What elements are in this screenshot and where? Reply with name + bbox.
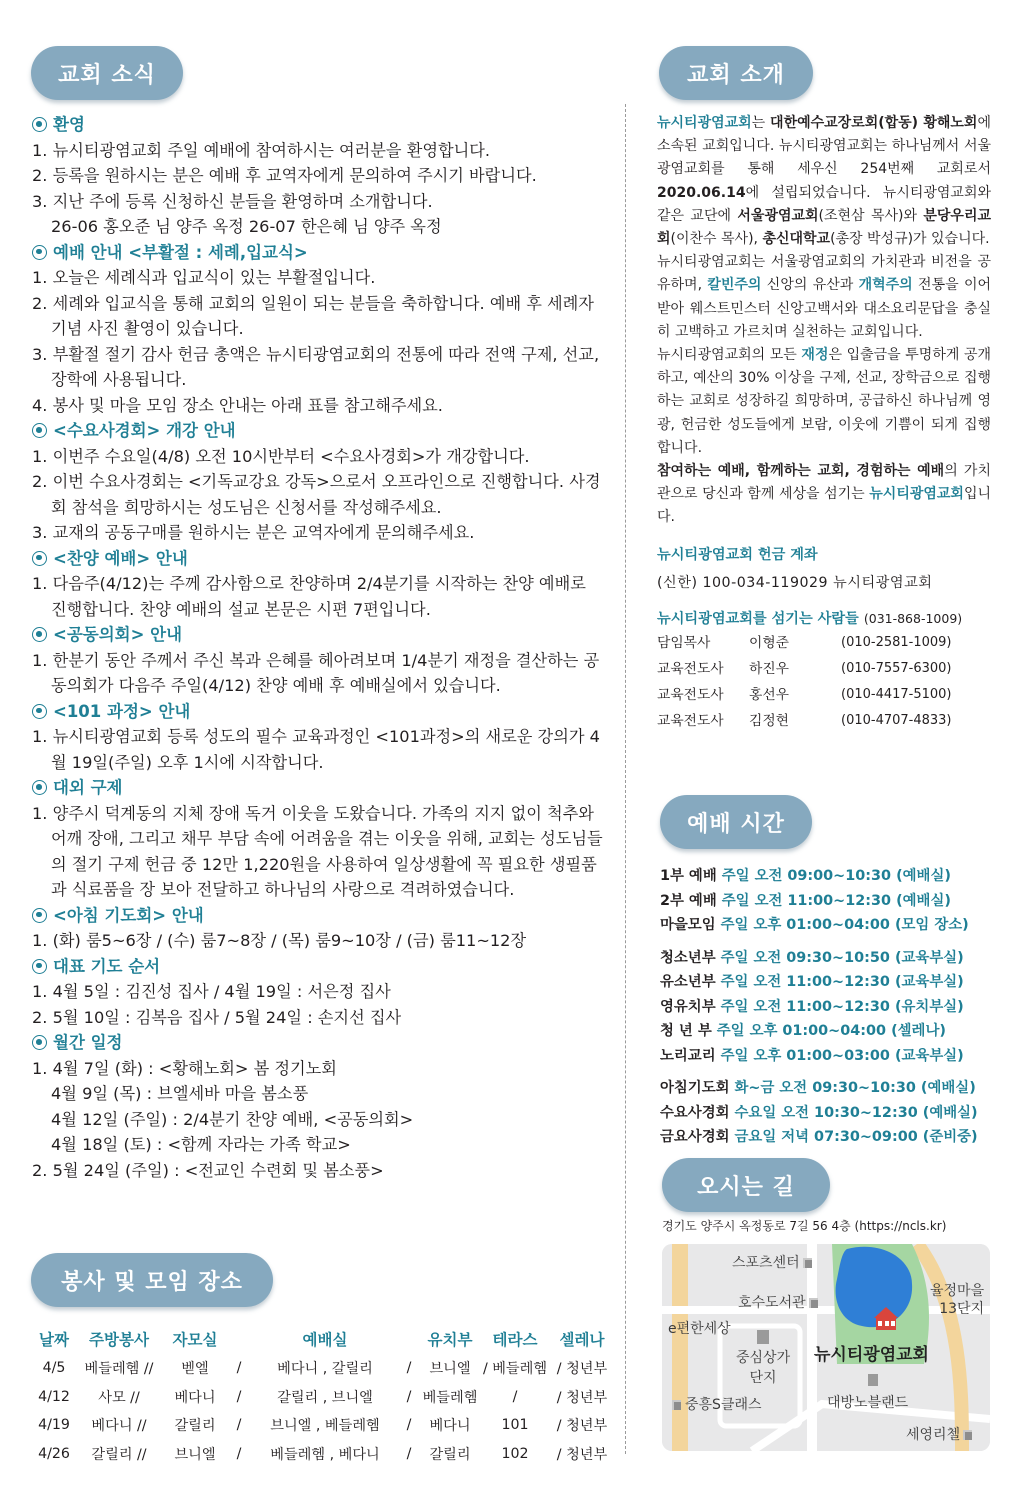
staff-row bbox=[657, 682, 991, 708]
worship-time: 주일 오전 09:30~10:50 bbox=[720, 949, 890, 966]
section-title: 환영 bbox=[53, 115, 85, 134]
schedule-cell: / 청년부 bbox=[556, 1389, 608, 1406]
worship-name: 금요사경회 bbox=[660, 1129, 730, 1145]
worship-row bbox=[660, 1019, 996, 1044]
worship-place: (유치부실) bbox=[894, 998, 964, 1015]
service-title: 봉사 및 모임 장소 bbox=[61, 1269, 243, 1295]
schedule-row bbox=[32, 1383, 616, 1412]
staff-role: 담임목사 bbox=[657, 634, 711, 651]
intro-text: 칼빈주의 bbox=[707, 277, 762, 294]
section-heading bbox=[32, 699, 606, 725]
section-title: <수요사경회> 개강 안내 bbox=[53, 421, 236, 440]
section-heading bbox=[32, 903, 606, 929]
staff-name: 이형준 bbox=[749, 634, 789, 651]
worship-row bbox=[660, 970, 996, 995]
news-item: 2. 등록을 원하시는 분은 예배 후 교역자에게 문의하여 주시기 바랍니다. bbox=[32, 166, 537, 185]
intro-text: 는 bbox=[751, 115, 771, 131]
col-date: 날짜 bbox=[39, 1331, 69, 1349]
worship-name: 수요사경회 bbox=[660, 1104, 730, 1121]
worship-place: (교육부실) bbox=[894, 949, 964, 966]
worship-row bbox=[660, 1125, 996, 1150]
section-heading bbox=[32, 954, 606, 980]
schedule-cell: / bbox=[406, 1417, 412, 1434]
worship-name: 2부 예배 bbox=[660, 892, 717, 909]
schedule-cell: 사모 // bbox=[98, 1389, 140, 1406]
news-item: 1. 오늘은 세례식과 입교식이 있는 부활절입니다. bbox=[32, 268, 376, 287]
section-title: 예배 안내 <부활절 : 세례,입교식> bbox=[53, 242, 308, 262]
staff-name: 김정현 bbox=[749, 712, 789, 729]
intro-text: 의 가치관으로 당신과 함께 세상을 섬기는 bbox=[657, 463, 991, 503]
schedule-cell: / bbox=[406, 1360, 412, 1377]
intro-text: 뉴시티광염교회의 모든 bbox=[657, 347, 802, 364]
worship-time: 화~금 오전 09:30~10:30 bbox=[734, 1080, 916, 1096]
schedule-cell: 베다니 bbox=[174, 1389, 216, 1406]
schedule-cell: 브니엘 bbox=[174, 1446, 216, 1463]
section-title: <101 과정> 안내 bbox=[53, 701, 191, 721]
worship-time: 주일 오후 01:00~04:00 bbox=[716, 1023, 887, 1039]
schedule-body bbox=[32, 1354, 616, 1468]
worship-time: 주일 오후 01:00~03:00 bbox=[720, 1047, 890, 1064]
schedule-cell: 벧엘 bbox=[181, 1361, 209, 1378]
section-heading bbox=[32, 622, 606, 648]
worship-time: 주일 오전 11:00~12:30 bbox=[721, 892, 892, 909]
intro-text: (총장 박성규)가 있습니다. bbox=[830, 231, 990, 248]
section-heading bbox=[32, 112, 606, 138]
worship-row bbox=[660, 889, 996, 914]
schedule-header-row bbox=[32, 1324, 616, 1354]
staff-phone: (010-2581-1009) bbox=[841, 634, 952, 650]
worship-place: (교육부실) bbox=[894, 1047, 964, 1064]
worship-row bbox=[660, 995, 996, 1020]
news-item: 1. 4월 7일 (화) : <황해노회> 봄 정기노회 bbox=[32, 1058, 337, 1078]
schedule-cell: 갈릴리 , 브니엘 bbox=[277, 1389, 373, 1406]
intro-paragraph-2 bbox=[657, 251, 991, 344]
circle-bullet-icon bbox=[32, 959, 47, 974]
news-title: 교회 소식 bbox=[58, 62, 156, 88]
circle-bullet-icon bbox=[32, 780, 47, 795]
worship-time: 주일 오전 09:00~10:30 bbox=[721, 868, 892, 884]
news-item: 2. 5월 10일 : 김복음 집사 / 5월 24일 : 손지선 집사 bbox=[32, 1007, 402, 1027]
worship-place: (준비중) bbox=[922, 1129, 978, 1145]
news-item: 3. 지난 주에 등록 신청하신 분들을 환영하며 소개합니다. bbox=[32, 191, 433, 211]
intro-text: 뉴시티광염교회 bbox=[869, 486, 964, 503]
intro-text: 개혁주의 bbox=[858, 277, 913, 294]
section-heading bbox=[32, 240, 606, 266]
worship-time: 주일 오전 11:00~12:30 bbox=[720, 998, 890, 1015]
location-map bbox=[662, 1244, 990, 1451]
circle-bullet-icon bbox=[32, 1035, 47, 1050]
schedule-cell: / 청년부 bbox=[556, 1361, 608, 1378]
section-title: <찬양 예배> 안내 bbox=[53, 548, 188, 568]
section-heading bbox=[32, 1030, 606, 1056]
news-item: 2. 세례와 입교식을 통해 교회의 일원이 되는 분들을 축하합니다. 예배 후 세례자 기념 사진 촬영이 있습니다. bbox=[32, 293, 594, 338]
building-icon bbox=[809, 1298, 818, 1308]
intro-text: (이찬수 목사), bbox=[670, 231, 763, 248]
news-item: 1. 4월 5일 : 김진성 집사 / 4월 19일 : 서은정 집사 bbox=[32, 982, 391, 1001]
circle-bullet-icon bbox=[32, 908, 47, 923]
schedule-cell: 브니엘 , 베들레헴 bbox=[270, 1418, 380, 1435]
worship-place: (예배실) bbox=[896, 892, 951, 909]
worship-place: (예배실) bbox=[896, 868, 951, 884]
worship-time: 수요일 오전 10:30~12:30 bbox=[734, 1104, 918, 1121]
worship-name: 청 년 부 bbox=[660, 1023, 712, 1039]
worship-place: (셀레나) bbox=[891, 1023, 946, 1039]
section-title: 대표 기도 순서 bbox=[53, 956, 161, 976]
worship-times bbox=[660, 864, 996, 1150]
intro-text: 재정 bbox=[801, 347, 829, 364]
worship-name: 마을모임 bbox=[660, 917, 716, 933]
news-title-pill bbox=[31, 46, 183, 100]
circle-bullet-icon bbox=[32, 117, 47, 132]
news-item: 1. 양주시 덕계동의 지체 장애 독거 이웃을 도왔습니다. 가족의 지지 없이 척추와 어깨 장애, 그리고 채무 부담 속에 어려움을 겪는 이웃을 위해, 교회는 성도님들의 절기 구제 헌금 중 12만 1,220원을 사용하여 일상생활에 꼭 필요한 생필품과 식료품을 장 보아 전달하고 하나님의 사랑으로 격려하였습니다. bbox=[32, 803, 603, 899]
intro-text: 대한예수교장로회(합동) 황해노회 bbox=[770, 115, 978, 131]
schedule-cell: / bbox=[236, 1360, 242, 1377]
intro-text: 에 소속된 교회입니다. 뉴시티광염교회는 하나님께서 서울광염교회를 통해 세우신 254번째 교회로서 bbox=[657, 115, 991, 178]
schedule-cell: / bbox=[236, 1445, 242, 1462]
service-schedule-table bbox=[32, 1324, 616, 1468]
schedule-cell: 4/12 bbox=[38, 1388, 70, 1405]
service-title-pill bbox=[31, 1253, 273, 1307]
map-label-church: 뉴시티광염교회 bbox=[814, 1345, 929, 1365]
church-address: 경기도 양주시 옥정동로 7길 56 4층 (https://ncls.kr) bbox=[662, 1219, 947, 1233]
intro-text: 뉴시티광염교회 bbox=[657, 115, 752, 131]
schedule-cell: 4/5 bbox=[42, 1360, 66, 1377]
staff-name: 하진우 bbox=[749, 660, 789, 677]
schedule-cell: 베들레헴 , 베다니 bbox=[270, 1446, 380, 1463]
worship-time: 금요일 저녁 07:30~09:00 bbox=[734, 1129, 918, 1145]
news-item: 2. 이번 수요사경회는 <기독교강요 강독>으로서 오프라인으로 진행합니다. 사경회 참석을 희망하시는 성도님은 신청서를 작성해주세요. bbox=[32, 472, 601, 517]
col-kitchen: 주방봉사 bbox=[89, 1331, 149, 1349]
news-item: 4. 봉사 및 마을 모임 장소 안내는 아래 표를 참고해주세요. bbox=[32, 395, 443, 415]
worship-row bbox=[660, 913, 996, 938]
schedule-cell: / 청년부 bbox=[556, 1418, 608, 1435]
schedule-cell: / bbox=[512, 1388, 518, 1405]
circle-bullet-icon bbox=[32, 627, 47, 642]
col-terrace: 테라스 bbox=[492, 1331, 538, 1349]
news-item: 26-06 홍오준 님 양주 옥정 26-07 한은혜 님 양주 옥정 bbox=[51, 217, 442, 236]
intro-title: 교회 소개 bbox=[687, 62, 785, 88]
schedule-cell: 갈릴리 bbox=[174, 1418, 216, 1435]
schedule-cell: 102 bbox=[501, 1445, 529, 1462]
circle-bullet-icon bbox=[32, 551, 47, 566]
news-item: 3. 부활절 절기 감사 헌금 총액은 뉴시티광염교회의 전통에 따라 전액 구제, 선교, 장학에 사용됩니다. bbox=[32, 344, 600, 389]
section-heading bbox=[32, 775, 606, 801]
news-item: 3. 교재의 공동구매를 원하시는 분은 교역자에게 문의해주세요. bbox=[32, 523, 475, 542]
intro-text: 분당우리교회 bbox=[657, 207, 991, 248]
intro-text: 뉴시티광염교회는 서울광염교회의 가치관과 비전을 공유하며, bbox=[657, 254, 991, 294]
staff-row bbox=[657, 656, 991, 682]
schedule-cell: 베다니 // bbox=[91, 1418, 147, 1435]
news-item: 1. 이번주 수요일(4/8) 오전 10시반부터 <수요사경회>가 개강합니다. bbox=[32, 446, 530, 466]
schedule-cell: 베들레헴 // bbox=[84, 1361, 154, 1378]
directions-title-pill bbox=[662, 1158, 830, 1212]
intro-text: 2020.06.14 bbox=[657, 184, 746, 201]
intro-paragraph-3 bbox=[657, 344, 991, 460]
church-phone: (031-868-1009) bbox=[863, 610, 963, 626]
worship-name: 청소년부 bbox=[660, 949, 716, 966]
intro-title-pill bbox=[659, 46, 813, 100]
schedule-cell: 브니엘 bbox=[429, 1361, 471, 1378]
worship-title: 예배 시간 bbox=[687, 811, 785, 837]
col-sanctuary: 예배실 bbox=[302, 1331, 348, 1349]
intro-text: 총신대학교 bbox=[762, 231, 831, 248]
intro-text: 참여하는 예배, 함께하는 교회, 경험하는 예배 bbox=[657, 463, 945, 480]
schedule-cell: 베다니 bbox=[429, 1418, 471, 1435]
schedule-row bbox=[32, 1411, 616, 1440]
section-title: 대외 구제 bbox=[53, 778, 123, 797]
worship-name: 유소년부 bbox=[660, 974, 716, 990]
map-label-seyoung: 세영리첼 bbox=[906, 1424, 972, 1444]
worship-name: 1부 예배 bbox=[660, 868, 717, 884]
schedule-row bbox=[32, 1354, 616, 1383]
circle-bullet-icon bbox=[32, 245, 47, 260]
map-label-apt: 율정마을 13단지 bbox=[930, 1283, 985, 1317]
building-icon bbox=[672, 1400, 681, 1410]
staff-heading bbox=[657, 608, 991, 630]
news-item: 1. 다음주(4/12)는 주께 감사함으로 찬양하며 2/4분기를 시작하는 찬양 예배로 진행합니다. 찬양 예배의 설교 본문은 시편 7편입니다. bbox=[32, 574, 586, 619]
schedule-cell: 베다니 , 갈릴리 bbox=[277, 1361, 373, 1378]
intro-text: 서울광염교회 bbox=[737, 207, 819, 224]
section-heading bbox=[32, 546, 606, 572]
worship-name: 노리교리 bbox=[660, 1047, 716, 1064]
news-item: 4월 12일 (주일) : 2/4분기 찬양 예배, <공동의회> bbox=[51, 1109, 414, 1129]
section-title: <공동의회> 안내 bbox=[53, 625, 183, 644]
schedule-cell: / bbox=[236, 1388, 242, 1405]
news-item: 4월 18일 (토) : <함께 자라는 가족 학교> bbox=[51, 1135, 351, 1154]
news-item: 1. 뉴시티광염교회 주일 예배에 참여하시는 여러분을 환영합니다. bbox=[32, 140, 491, 160]
schedule-cell: 4/19 bbox=[38, 1417, 70, 1434]
schedule-cell: 4/26 bbox=[38, 1445, 70, 1462]
staff-name: 홍선우 bbox=[749, 686, 789, 703]
column-divider bbox=[625, 104, 626, 1454]
schedule-cell: 갈릴리 bbox=[429, 1446, 471, 1463]
intro-paragraph-4 bbox=[657, 460, 991, 530]
worship-row bbox=[660, 1076, 996, 1101]
news-item: 1. 뉴시티광염교회 등록 성도의 필수 교육과정인 <101과정>의 새로운 강의가 4월 19일(주일) 오후 1시에 시작합니다. bbox=[32, 727, 600, 772]
staff-phone: (010-7557-6300) bbox=[841, 660, 952, 676]
directions-title: 오시는 길 bbox=[697, 1174, 795, 1200]
intro-text: 입니다. bbox=[657, 486, 991, 526]
map-label-library: 호수도서관 bbox=[738, 1292, 818, 1312]
staff-title: 뉴시티광염교회를 섬기는 사람들 bbox=[657, 610, 859, 627]
staff-phone: (010-4707-4833) bbox=[841, 712, 952, 728]
schedule-cell: / bbox=[406, 1445, 412, 1462]
staff-role: 교육전도사 bbox=[657, 686, 724, 703]
worship-row bbox=[660, 1101, 996, 1126]
schedule-cell: / bbox=[406, 1388, 412, 1405]
news-item: 2. 5월 24일 (주일) : <전교인 수련회 및 봄소풍> bbox=[32, 1160, 384, 1180]
intro-text: 은 입출금을 투명하게 공개하고, 예산의 30% 이상을 구제, 선교, 장학금으로 집행하는 교회로 성장하길 희망하며, 공급하신 하나님께 영광, 헌금한 성도들에게 보람, 이웃에 기쁨이 되게 집행합니다. bbox=[657, 347, 992, 456]
intro-text: 에 설립되었습니다. 뉴시티광염교회와 같은 교단에 bbox=[657, 184, 991, 224]
intro-text: (조현삼 목사)와 bbox=[818, 207, 924, 224]
section-heading bbox=[32, 418, 606, 444]
col-mothers-room: 자모실 bbox=[172, 1331, 218, 1349]
worship-row bbox=[660, 864, 996, 889]
news-item: 4월 9일 (목) : 브엘세바 마을 봄소풍 bbox=[51, 1084, 309, 1103]
map-label-sports: 스포츠센터 bbox=[732, 1252, 812, 1272]
circle-bullet-icon bbox=[32, 423, 47, 438]
worship-place: (예배실) bbox=[922, 1104, 978, 1121]
schedule-cell: 101 bbox=[501, 1417, 529, 1434]
building-icon bbox=[803, 1258, 812, 1268]
building-icon bbox=[963, 1430, 972, 1440]
intro-text: 신앙의 유산과 bbox=[761, 277, 859, 294]
news-item: 1. (화) 룸5~6장 / (수) 룸7~8장 / (목) 룸9~10장 / (금) 룸11~12장 bbox=[32, 931, 527, 950]
section-title: <아침 기도회> 안내 bbox=[53, 905, 204, 925]
worship-time: 주일 오전 11:00~12:30 bbox=[720, 974, 890, 990]
church-news bbox=[32, 112, 606, 1183]
map-label-joongheung: 중흥S클래스 bbox=[672, 1394, 762, 1414]
intro-paragraph-1 bbox=[657, 112, 991, 251]
worship-title-pill bbox=[660, 795, 812, 849]
news-item: 1. 한분기 동안 주께서 주신 복과 은혜를 헤아려보며 1/4분기 재정을 결산하는 공동의회가 다음주 주일(4/12) 찬양 예배 후 예배실에서 있습니다. bbox=[32, 650, 600, 695]
map-label-mart: e편한세상 bbox=[668, 1321, 731, 1337]
account-number: (신한) 100-034-119029 뉴시티광염교회 bbox=[657, 574, 933, 591]
col-kindergarten: 유치부 bbox=[427, 1331, 473, 1349]
intro-text: 전통을 이어받아 웨스트민스터 신앙고백서와 대소요리문답을 충실히 고백하고 가르치며 실천하는 교회입니다. bbox=[657, 277, 991, 340]
section-title: 월간 일정 bbox=[53, 1033, 123, 1052]
map-label-daebang: 대방노블랜드 bbox=[827, 1395, 909, 1411]
col-selena: 셀레나 bbox=[559, 1331, 605, 1349]
account-title: 뉴시티광염교회 헌금 계좌 bbox=[657, 546, 818, 563]
schedule-cell: 베들레헴 bbox=[422, 1389, 478, 1406]
staff-row bbox=[657, 708, 991, 734]
worship-place: (모임 장소) bbox=[894, 917, 969, 933]
staff-phone: (010-4417-5100) bbox=[841, 686, 952, 702]
schedule-row bbox=[32, 1440, 616, 1469]
worship-place: (교육부실) bbox=[894, 974, 964, 990]
circle-bullet-icon bbox=[32, 704, 47, 719]
worship-place: (예배실) bbox=[920, 1080, 976, 1096]
worship-row bbox=[660, 1044, 996, 1069]
worship-name: 영유치부 bbox=[660, 998, 716, 1015]
schedule-cell: 갈릴리 // bbox=[91, 1446, 147, 1463]
staff-role: 교육전도사 bbox=[657, 660, 724, 677]
schedule-cell: / bbox=[236, 1417, 242, 1434]
worship-time: 주일 오후 01:00~04:00 bbox=[720, 917, 890, 933]
schedule-cell: / 베들레헴 bbox=[482, 1361, 548, 1378]
staff-row bbox=[657, 630, 991, 656]
staff-role: 교육전도사 bbox=[657, 712, 724, 729]
staff-list bbox=[657, 630, 991, 734]
schedule-cell: / 청년부 bbox=[556, 1446, 608, 1463]
worship-name: 아침기도회 bbox=[660, 1080, 730, 1096]
church-intro-column bbox=[657, 112, 991, 734]
worship-row bbox=[660, 946, 996, 971]
map-label-center: 중심상가 단지 bbox=[736, 1350, 791, 1386]
